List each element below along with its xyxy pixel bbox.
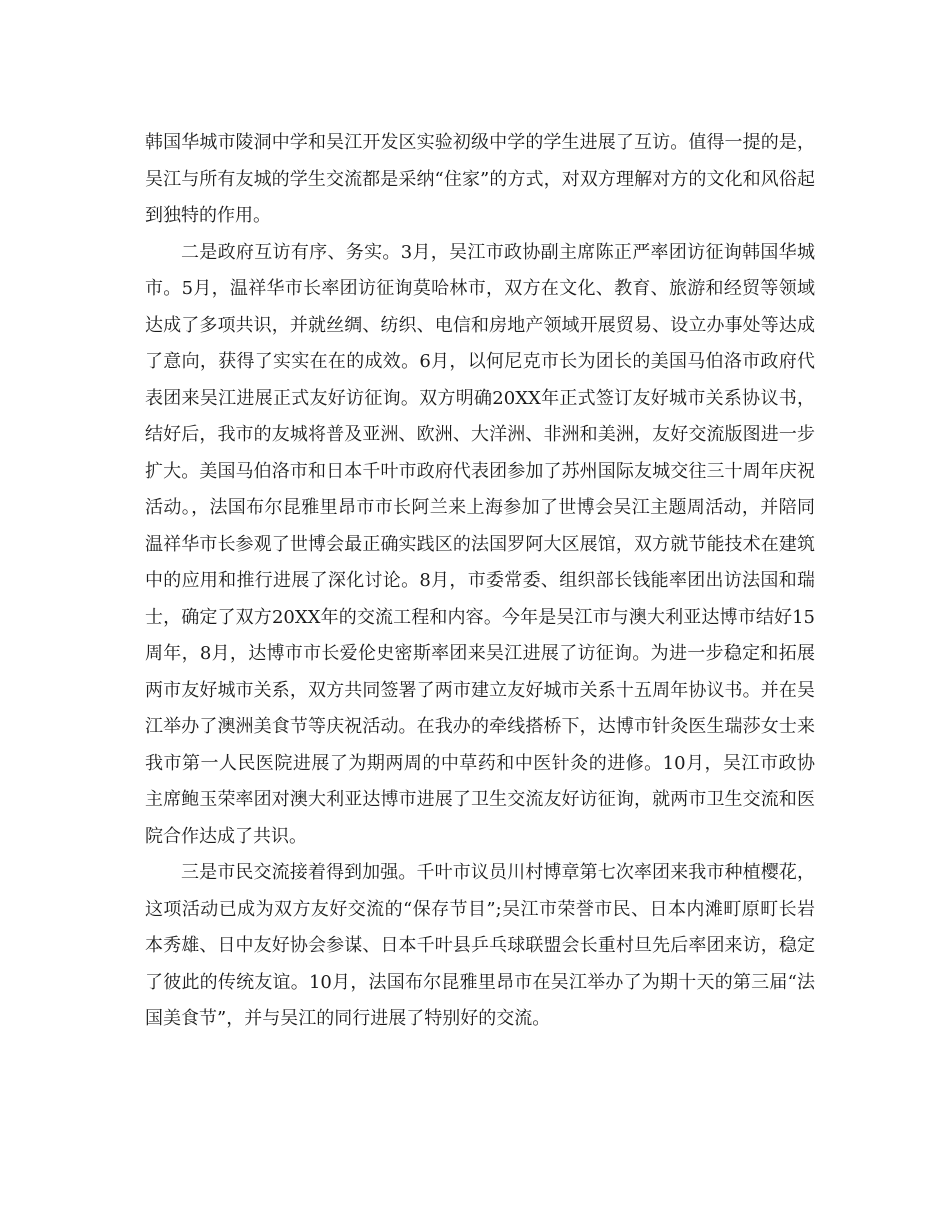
paragraph-citizen-exchange: 三是市民交流接着得到加强。千叶市议员川村博章第七次率团来我市种植樱花，这项活动已成为双方友好交流的“保存节目”;吴江市荣誉市民、日本内滩町原町长岩本秀雄、日中友好协会参谋、日本千叶县乒乓球联盟会长重村旦先后率团来访，稳定了彼此的传统友谊。10月，法国布尔昆雅里昂市在吴江举办了为期十天的第三届“法国美食节”，并与吴江的同行进展了特别好的交流。 [145, 862, 815, 1029]
paragraph-government-visits: 二是政府互访有序、务实。3月，吴江市政协副主席陈正严率团访征询韩国华城市。5月，温祥华市长率团访征询莫哈林市，双方在文化、教育、旅游和经贸等领域达成了多项共识，并就丝绸、纺织、电信和房地产领域开展贸易、设立办事处等达成了意向，获得了实实在在的成效。6月，以何尼克市长为团长的美国马伯洛市政府代表团来吴江进展正式友好访征询。双方明确20XX年正式签订友好城市关系协议书，结好后，我市的友城将普及亚洲、欧洲、大洋洲、非洲和美洲，友好交流版图进一步扩大。美国马伯洛市和日本千叶市政府代表团参加了苏州国际友城交往三十周年庆祝活动。，法国布尔昆雅里昂市市长阿兰来上海参加了世博会吴江主题周活动，并陪同温祥华市长参观了世博会最正确实践区的法国罗阿大区展馆，双方就节能技术在建筑中的应用和推行进展了深化讨论。8月，市委常委、组织部长钱能率团出访法国和瑞士，确定了双方20XX年的交流工程和内容。今年是吴江市与澳大利亚达博市结好15周年，8月，达博市市长爱伦史密斯率团来吴江进展了访征询。为进一步稳定和拓展两市友好城市关系，双方共同签署了两市建立友好城市关系十五周年协议书。并在吴江举办了澳洲美食节等庆祝活动。在我办的牵线搭桥下，达博市针灸医生瑞莎女士来我市第一人民医院进展了为期两周的中草药和中医针灸的进修。10月，吴江市政协主席鲍玉荣率团对澳大利亚达博市进展了卫生交流友好访征询，就两市卫生交流和医院合作达成了共识。 [145, 241, 815, 847]
paragraph-continuation: 韩国华城市陵洞中学和吴江开发区实验初级中学的学生进展了互访。值得一提的是，吴江与所有友城的学生交流都是采纳“住家”的方式，对双方理解对方的文化和风俗起到独特的作用。 [145, 132, 815, 226]
document-body [145, 125, 815, 1038]
